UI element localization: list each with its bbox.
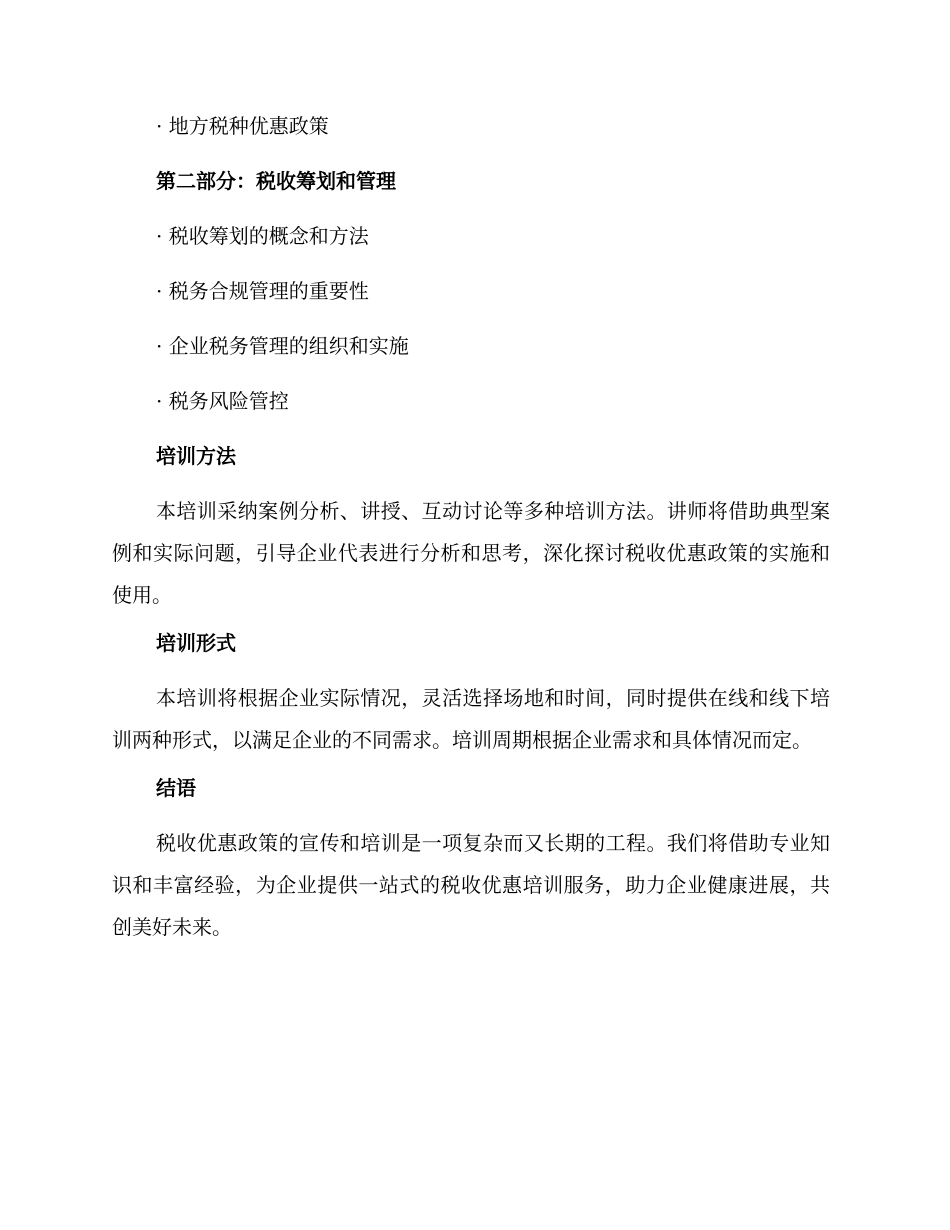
bullet-item-tax-risk-control: · 税务风险管控 xyxy=(156,389,289,413)
bullet-item-tax-management-organization: · 企业税务管理的组织和实施 xyxy=(156,334,409,358)
training-format-paragraph: 本培训将根据企业实际情况，灵活选择场地和时间，同时提供在线和线下培训两种形式，以满足企业的不同需求。培训周期根据企业需求和具体情况而定。 xyxy=(112,686,830,752)
conclusion-paragraph: 税收优惠政策的宣传和培训是一项复杂而又长期的工程。我们将借助专业知识和丰富经验，为企业提供一站式的税收优惠培训服务，助力企业健康进展，共创美好未来。 xyxy=(112,831,830,939)
training-format-heading: 培训形式 xyxy=(156,631,236,655)
training-method-heading: 培训方法 xyxy=(156,444,236,468)
bullet-item-local-tax-policy: · 地方税种优惠政策 xyxy=(156,114,329,138)
conclusion-heading: 结语 xyxy=(156,776,196,800)
bullet-item-compliance-importance: · 税务合规管理的重要性 xyxy=(156,279,369,303)
document-content xyxy=(112,112,830,948)
training-method-paragraph: 本培训采纳案例分析、讲授、互动讨论等多种培训方法。讲师将借助典型案例和实际问题，引导企业代表进行分析和思考，深化探讨税收优惠政策的实施和使用。 xyxy=(112,499,830,607)
bullet-item-tax-planning-concept: · 税收筹划的概念和方法 xyxy=(156,224,369,248)
section-two-heading: 第二部分：税收筹划和管理 xyxy=(156,169,396,193)
